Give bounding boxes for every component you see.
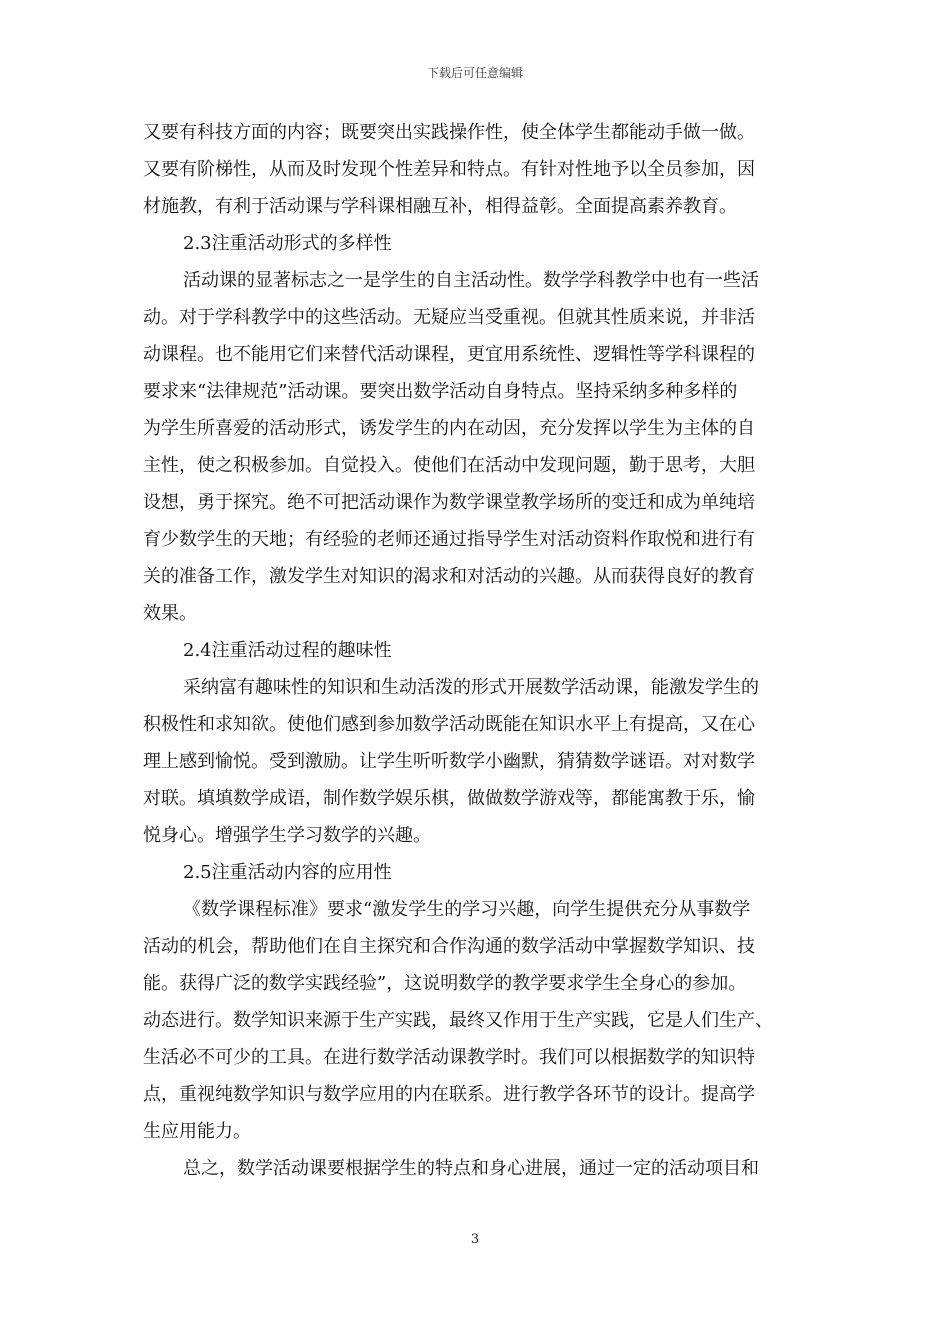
section-heading: 2.4注重活动过程的趣味性	[183, 640, 392, 661]
paragraph-line: 育少数学生的天地；有经验的老师还通过指导学生对活动资料作取悦和进行有	[143, 529, 755, 550]
page-number: 3	[470, 1232, 480, 1247]
paragraph-line: 动。对于学科教学中的这些活动。无疑应当受重视。但就其性质来说，并非活	[143, 307, 755, 328]
paragraph-line: 材施教，有利于活动课与学科课相融互补，相得益彰。全面提高素养教育。	[143, 196, 737, 217]
paragraph-line: 为学生所喜爱的活动形式，诱发学生的内在动因，充分发挥以学生为主体的自	[143, 418, 755, 439]
section-heading: 2.3注重活动形式的多样性	[183, 233, 392, 254]
paragraph-line: 生应用能力。	[143, 1121, 251, 1142]
paragraph-line: 效果。	[143, 603, 197, 624]
paragraph-line: 悦身心。增强学生学习数学的兴趣。	[143, 825, 431, 846]
paragraph-line: 要求来“法律规范”活动课。要突出数学活动自身特点。坚持采纳多种多样的	[143, 381, 738, 402]
section-heading: 2.5注重活动内容的应用性	[183, 862, 392, 883]
paragraph-line: 关的准备工作，激发学生对知识的渴求和对活动的兴趣。从而获得良好的教育	[143, 566, 755, 587]
paragraph-line: 采纳富有趣味性的知识和生动活泼的形式开展数学活动课，能激发学生的	[183, 677, 759, 698]
document-body	[143, 114, 808, 1187]
paragraph-line: 设想，勇于探究。绝不可把活动课作为数学课堂教学场所的变迁和成为单纯培	[143, 492, 755, 513]
paragraph-line: 主性，使之积极参加。自觉投入。使他们在活动中发现问题，勤于思考，大胆	[143, 455, 755, 476]
paragraph-line: 又要有阶梯性，从而及时发现个性差异和特点。有针对性地予以全员参加，因	[143, 159, 755, 180]
paragraph-line: 动态进行。数学知识来源于生产实践，最终又作用于生产实践，它是人们生产、	[143, 1010, 773, 1031]
paragraph-line: 生活必不可少的工具。在进行数学活动课教学时。我们可以根据数学的知识特	[143, 1047, 755, 1068]
paragraph-line: 点，重视纯数学知识与数学应用的内在联系。进行教学各环节的设计。提高学	[143, 1084, 755, 1105]
paragraph-line: 理上感到愉悦。受到激励。让学生听听数学小幽默，猜猜数学谜语。对对数学	[143, 751, 755, 772]
paragraph-line: 活动的机会，帮助他们在自主探究和合作沟通的数学活动中掌握数学知识、技	[143, 936, 755, 957]
paragraph-line: 积极性和求知欲。使他们感到参加数学活动既能在知识水平上有提高，又在心	[143, 714, 755, 735]
paragraph-line: 能。获得广泛的数学实践经验”，这说明数学的教学要求学生全身心的参加。	[143, 973, 747, 994]
paragraph-line: 又要有科技方面的内容；既要突出实践操作性，使全体学生都能动手做一做。	[143, 122, 755, 143]
paragraph-line: 对联。填填数学成语，制作数学娱乐棋，做做数学游戏等，都能寓教于乐，愉	[143, 788, 755, 809]
paragraph-line: 动课程。也不能用它们来替代活动课程，更宜用系统性、逻辑性等学科课程的	[143, 344, 755, 365]
paragraph-line: 《数学课程标准》要求“激发学生的学习兴趣，向学生提供充分从事数学	[183, 899, 751, 920]
paragraph-line: 活动课的显著标志之一是学生的自主活动性。数学学科教学中也有一些活	[183, 270, 759, 291]
page-header: 下载后可任意编辑	[426, 66, 523, 80]
paragraph-line: 总之，数学活动课要根据学生的特点和身心进展，通过一定的活动项目和	[183, 1158, 759, 1179]
